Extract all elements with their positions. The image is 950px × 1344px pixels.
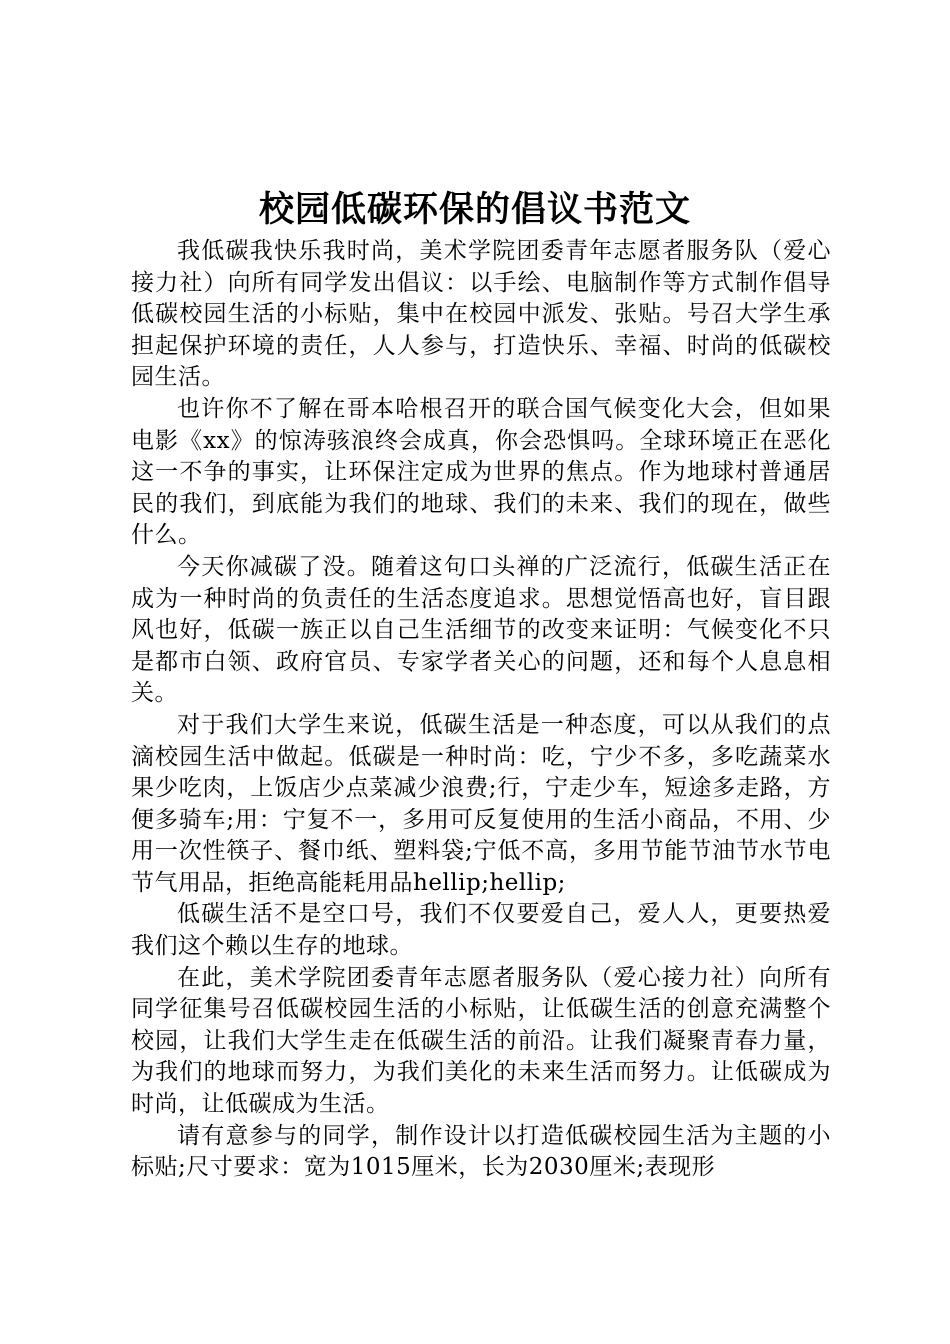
paragraph: 今天你减碳了没。随着这句口头禅的广泛流行，低碳生活正在成为一种时尚的负责任的生活态度追求。思想觉悟高也好，盲目跟风也好，低碳一族正以自己生活细节的改变来证明：气候变化不只是都市白领、政府官员、专家学者关心的问题，还和每个人息息相关。 [131,553,831,707]
paragraph: 请有意参与的同学，制作设计以打造低碳校园生活为主题的小标贴;尺寸要求：宽为1015厘米，长为2030厘米;表现形 [131,1122,831,1181]
document-title: 校园低碳环保的倡议书范文 [258,190,691,230]
paragraph: 对于我们大学生来说，低碳生活是一种态度，可以从我们的点滴校园生活中做起。低碳是一种时尚：吃，宁少不多，多吃蔬菜水果少吃肉，上饭店少点菜减少浪费;行，宁走少车，短途多走路，方便多骑车;用：宁复不一，多用可反复使用的生活小商品，不用、少用一次性筷子、餐巾纸、塑料袋;宁低不高，多用节能节油节水节电节气用品，拒绝高能耗用品hellip;hellip; [131,711,831,896]
paragraph: 我低碳我快乐我时尚，美术学院团委青年志愿者服务队（爱心接力社）向所有同学发出倡议：以手绘、电脑制作等方式制作倡导低碳校园生活的小标贴，集中在校园中派发、张贴。号召大学生承担起保护环境的责任，人人参与，打造快乐、幸福、时尚的低碳校园生活。 [131,238,831,391]
paragraph: 在此，美术学院团委青年志愿者服务队（爱心接力社）向所有同学征集号召低碳校园生活的小标贴，让低碳生活的创意充满整个校园，让我们大学生走在低碳生活的前沿。让我们凝聚青春力量，为我们的地球而努力，为我们美化的未来生活而努力。让低碳成为时尚，让低碳成为生活。 [131,964,831,1118]
document-body [131,236,831,1184]
paragraph: 低碳生活不是空口号，我们不仅要爱自己，爱人人，更要热爱我们这个赖以生存的地球。 [131,901,831,960]
paragraph: 也许你不了解在哥本哈根召开的联合国气候变化大会，但如果电影《xx》的惊涛骇浪终会成真，你会恐惧吗。全球环境正在恶化这一不争的事实，让环保注定成为世界的焦点。作为地球村普通居民的我们，到底能为我们的地球、我们的未来、我们的现在，做些什么。 [131,395,831,549]
